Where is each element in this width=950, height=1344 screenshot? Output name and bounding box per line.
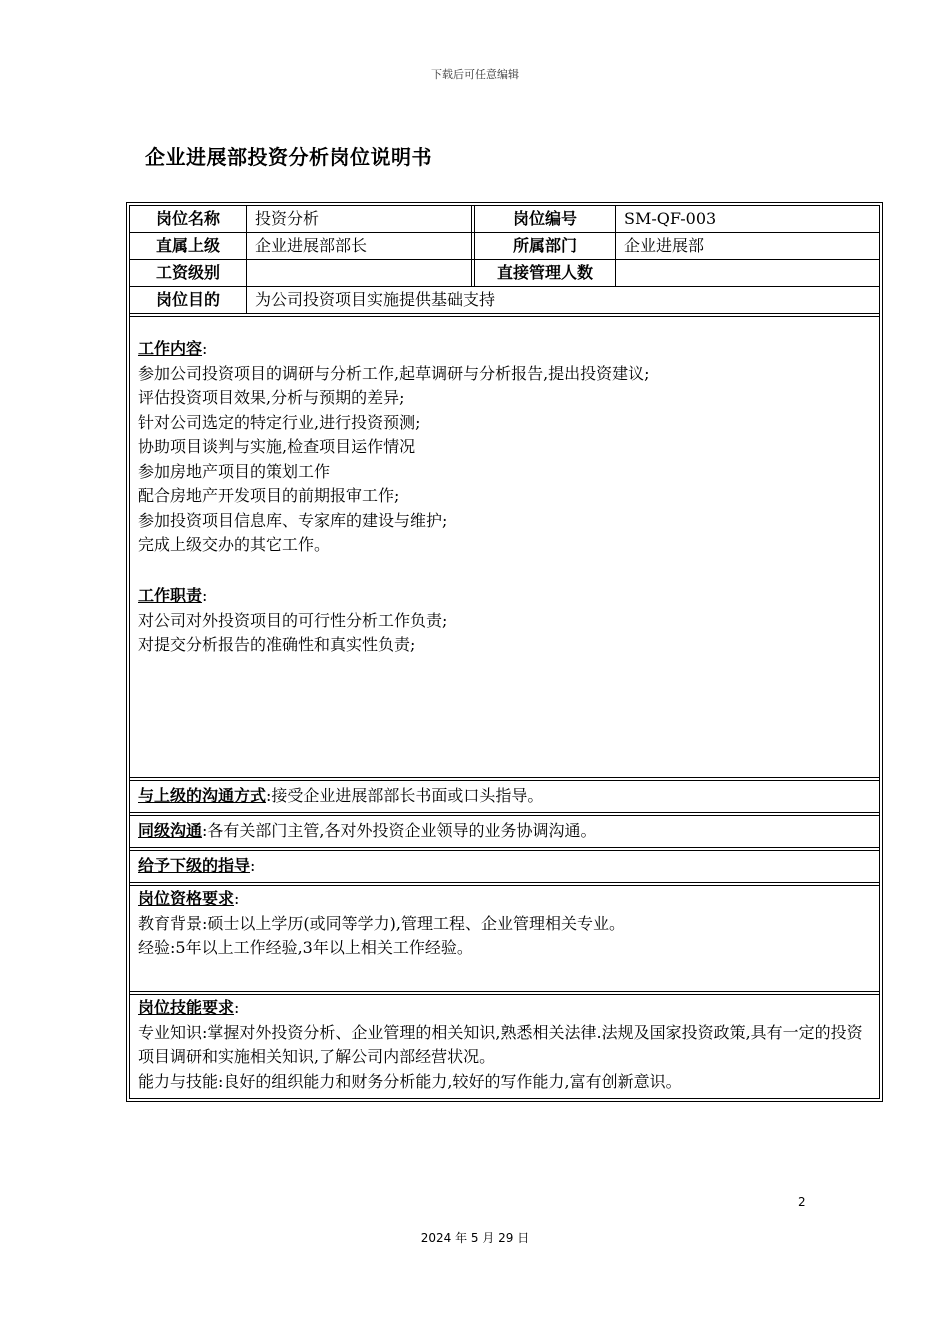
skills-item: 专业知识:掌握对外投资分析、企业管理的相关知识,熟悉相关法律.法规及国家投资政策,具有一定的投资项目调研和实施相关知识,了解公司内部经营状况。 (138, 1022, 863, 1066)
row-divider (130, 812, 879, 816)
work-content-item: 针对公司选定的特定行业,进行投资预测; (138, 412, 421, 432)
salary-grade-label: 工资级别 (155, 263, 220, 282)
footer-date: 2024 年 5 月 29 日 (420, 1231, 530, 1245)
direct-superior-value: 企业进展部部长 (255, 236, 368, 255)
guidance-heading: 给予下级的指导 (138, 856, 251, 875)
work-content-item: 协助项目谈判与实施,检查项目运作情况 (138, 437, 416, 456)
work-content-item: 参加房地产项目的策划工作 (138, 461, 331, 481)
job-description-form (126, 202, 883, 1102)
column-divider (471, 206, 472, 287)
duties-section: 工作职责: 对公司对外投资项目的可行性分析工作负责; 对提交分析报告的准确性和真实性负责; (138, 584, 871, 658)
work-content-section: 工作内容: 参加公司投资项目的调研与分析工作,起草调研与分析报告,提出投资建议; 评估投资项目效果,分析与预期的差异; 针对公司选定的特定行业,进行投资预测; 协助项目谈判与实施,检查项目运作情况 参加房地产项目的策划工作 配合房地产开发项目的前期报审工作; 参加投资项目信息库、专家库的建设与维护; 完成上级交办的其它工作。 (138, 337, 871, 558)
peer-communication-row (138, 819, 871, 844)
row-divider (130, 777, 879, 781)
row-divider (130, 882, 879, 886)
work-content-item: 参加公司投资项目的调研与分析工作,起草调研与分析报告,提出投资建议; (138, 363, 650, 383)
page-number: 2 (798, 1195, 806, 1209)
duties-item: 对公司对外投资项目的可行性分析工作负责; (138, 610, 448, 630)
department-label: 所属部门 (512, 236, 577, 255)
direct-reports-label: 直接管理人数 (496, 263, 593, 282)
guidance-text: : (250, 856, 256, 875)
row-divider (130, 991, 879, 995)
form-inner-frame (129, 205, 880, 1099)
superior-communication-row (138, 784, 871, 809)
qualifications-item: 经验:5年以上工作经验,3年以上相关工作经验。 (138, 938, 473, 957)
qualifications-heading: 岗位资格要求 (138, 889, 235, 908)
superior-communication-heading: 与上级的沟通方式 (138, 786, 267, 805)
position-code-value: SM-QF-003 (624, 209, 717, 228)
duties-heading: 工作职责 (138, 586, 203, 605)
skills-item: 能力与技能:良好的组织能力和财务分析能力,较好的写作能力,富有创新意识。 (138, 1071, 682, 1091)
work-content-item: 完成上级交办的其它工作。 (138, 535, 331, 554)
position-purpose-value: 为公司投资项目实施提供基础支持 (255, 290, 496, 309)
work-content-item: 评估投资项目效果,分析与预期的差异; (138, 388, 405, 407)
row-divider (130, 313, 879, 317)
position-name-label: 岗位名称 (155, 209, 220, 228)
department-value: 企业进展部 (624, 236, 705, 255)
peer-communication-heading: 同级沟通 (138, 821, 203, 840)
position-purpose-label: 岗位目的 (155, 290, 220, 309)
work-content-item: 配合房地产开发项目的前期报审工作; (138, 486, 400, 505)
header-note: 下载后可任意编辑 (431, 68, 519, 81)
row-divider (130, 259, 879, 260)
skills-section: 岗位技能要求: 专业知识:掌握对外投资分析、企业管理的相关知识,熟悉相关法律.法规及国家投资政策,具有一定的投资项目调研和实施相关知识,了解公司内部经营状况。 能力与技能:良好的组织能力和财务分析能力,较好的写作能力,富有创新意识。 (138, 996, 871, 1094)
direct-superior-label: 直属上级 (155, 236, 220, 255)
duties-item: 对提交分析报告的准确性和真实性负责; (138, 635, 416, 654)
document-title: 企业进展部投资分析岗位说明书 (145, 145, 432, 169)
guidance-row (138, 854, 871, 879)
qualifications-section: 岗位资格要求: 教育背景:硕士以上学历(或同等学力),管理工程、企业管理相关专业。 经验:5年以上工作经验,3年以上相关工作经验。 (138, 887, 871, 961)
position-name-value: 投资分析 (255, 209, 320, 228)
work-content-heading: 工作内容 (138, 339, 203, 358)
superior-communication-text: :接受企业进展部部长书面或口头指导。 (266, 786, 544, 805)
work-content-item: 参加投资项目信息库、专家库的建设与维护; (138, 510, 448, 530)
row-divider (130, 847, 879, 851)
row-divider (130, 286, 879, 287)
qualifications-item: 教育背景:硕士以上学历(或同等学力),管理工程、企业管理相关专业。 (138, 913, 625, 933)
peer-communication-text: :各有关部门主管,各对外投资企业领导的业务协调沟通。 (202, 821, 597, 840)
skills-heading: 岗位技能要求 (138, 998, 235, 1017)
row-divider (130, 232, 879, 233)
position-code-label: 岗位编号 (512, 209, 577, 228)
